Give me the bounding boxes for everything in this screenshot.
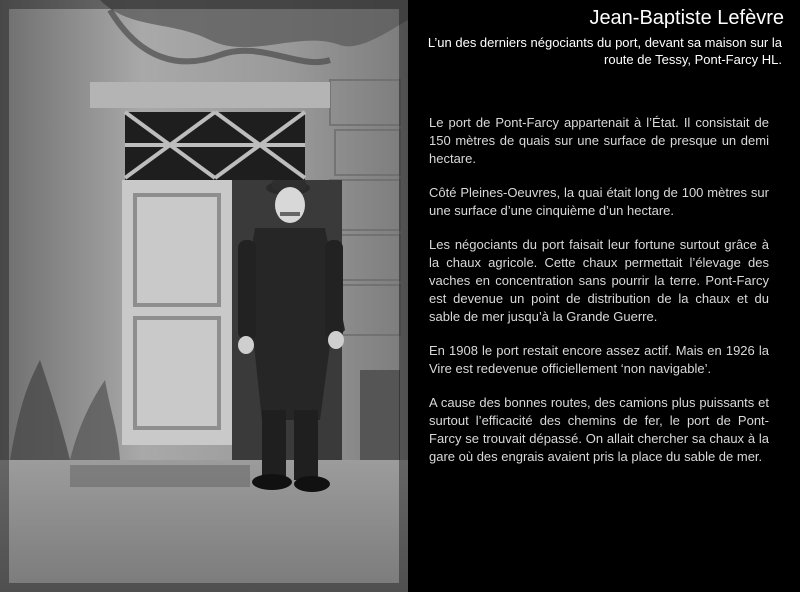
doorstep xyxy=(70,465,250,487)
paragraph-4: En 1908 le port restait encore assez actif. Mais en 1926 la Vire est redevenue officiellement ‘non navigable’. xyxy=(429,343,769,376)
paragraph-3: Les négociants du port faisait leur fortune surtout grâce à la chaux agricole. Cette chaux permettait l’élevage des vaches en concentration sans pourrir la terre. Pont-Farcy est devenue un point de distribution de la chaux et du sable de mer jusqu’à la Grande Guerre. xyxy=(429,237,769,324)
pillar xyxy=(360,370,400,470)
body-text xyxy=(429,114,769,482)
door xyxy=(122,180,232,445)
paragraph-2: Côté Pleines-Oeuvres, la quai était long de 100 mètres sur une surface d’une cinquième d’un hectare. xyxy=(429,185,769,218)
caption-title: Jean-Baptiste Lefèvre xyxy=(589,7,784,29)
text-panel xyxy=(408,0,800,592)
paragraph-1: Le port de Pont-Farcy appartenait à l’État. Il consistait de 150 mètres de quais sur une surface de presque un demi hectare. xyxy=(429,115,769,166)
lintel xyxy=(90,82,330,108)
caption-subtitle: L’un des derniers négociants du port, devant sa maison sur la route de Tessy, Pont-Farcy HL. xyxy=(427,35,782,67)
paragraph-5: A cause des bonnes routes, des camions plus puissants et surtout l’efficacité des chemins de fer, le port de Pont-Farcy se trouvait dépassé. On allait chercher sa chaux à la gare où des engrais avaient pris la place du sable de mer. xyxy=(429,395,769,464)
